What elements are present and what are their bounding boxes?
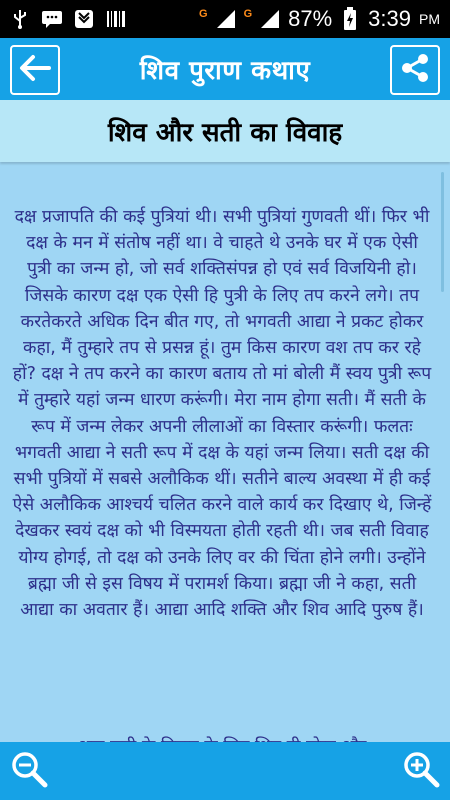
battery-charging-icon — [340, 9, 360, 29]
message-icon — [42, 9, 62, 29]
share-icon — [399, 52, 431, 88]
story-title-bar — [0, 100, 450, 162]
back-button[interactable] — [10, 45, 60, 95]
back-arrow-icon — [19, 54, 51, 86]
zoom-in-button[interactable] — [392, 742, 450, 800]
story-body: दक्ष प्रजापति की कई पुत्रियां थी। सभी पुत्रियां गुणवती थीं। फिर भी दक्ष के मन में संतोष नहीं था। वे चाहते थे उनके घर में एक ऐसी पुत्री का जन्म हो, जो सर्व शक्तिसंपन्न हो एवं सर्व विजयिनी हो। जिसके कारण दक्ष एक ऐसी हि पुत्री के लिए तप करने लगे। तप करतेकरते अधिक दिन बीत गए, तो भगवती आद्या ने प्रकट होकर कहा, मैं तुम्हारे तप से प्रसन्न हूं। तुम किस कारण वश तप कर रहे हों? दक्ष ने तप करने का कारण बताय तो मां बोली मैं स्वय पुत्री रूप में तुम्हारे यहां जन्म धारण करूंगी। मेरा नाम होगा सती। मैं सती के रूप में जन्म लेकर अपनी लीलाओं का विस्तार करूंगी। फलतः भगवती आद्या ने सती रूप में दक्ष के यहां जन्म लिया। सती दक्ष की सभी पुत्रियों में सबसे अलौकिक थीं। सतीने बाल्य अवस्था में ही कई ऐसे अलौकिक आश्चर्य चलित करने वाले कार्य कर दिखाए थे, जिन्हें देखकर स्वयं दक्ष को भी विस्मयता होती रहती थी। जब सती विवाह योग्य होगई, तो दक्ष को उनके लिए वर की चिंता होने लगी। उन्होंने ब्रह्मा जी से इस विषय में परामर्श किया। ब्रह्मा जी ने कहा, सती आद्या का अवतार हैं। आद्या आदि शक्ति और शिव आदि पुरुष हैं। — [12, 207, 432, 621]
app-icon — [74, 9, 94, 29]
clock-ampm: PM — [419, 11, 440, 27]
app-title: शिव पुराण कथाए — [139, 56, 311, 86]
share-button[interactable] — [390, 45, 440, 95]
clock-time: 3:39 — [368, 6, 411, 31]
signal-icon-2 — [260, 9, 280, 29]
status-bar — [0, 0, 450, 38]
story-title: शिव और सती का विवाह — [107, 118, 343, 148]
zoom-out-icon — [9, 749, 49, 793]
scrollbar[interactable] — [441, 172, 444, 292]
battery-percent: 87% — [288, 6, 333, 31]
story-content[interactable] — [0, 162, 450, 742]
app-bar — [0, 38, 450, 100]
barcode-icon — [106, 9, 126, 29]
network-2-label: G — [243, 8, 253, 20]
usb-icon — [10, 9, 30, 29]
signal-icon — [216, 9, 236, 29]
network-1-label: G — [199, 8, 208, 20]
zoom-out-button[interactable] — [0, 742, 58, 800]
zoom-in-icon — [401, 749, 441, 793]
bottom-bar — [0, 742, 450, 800]
